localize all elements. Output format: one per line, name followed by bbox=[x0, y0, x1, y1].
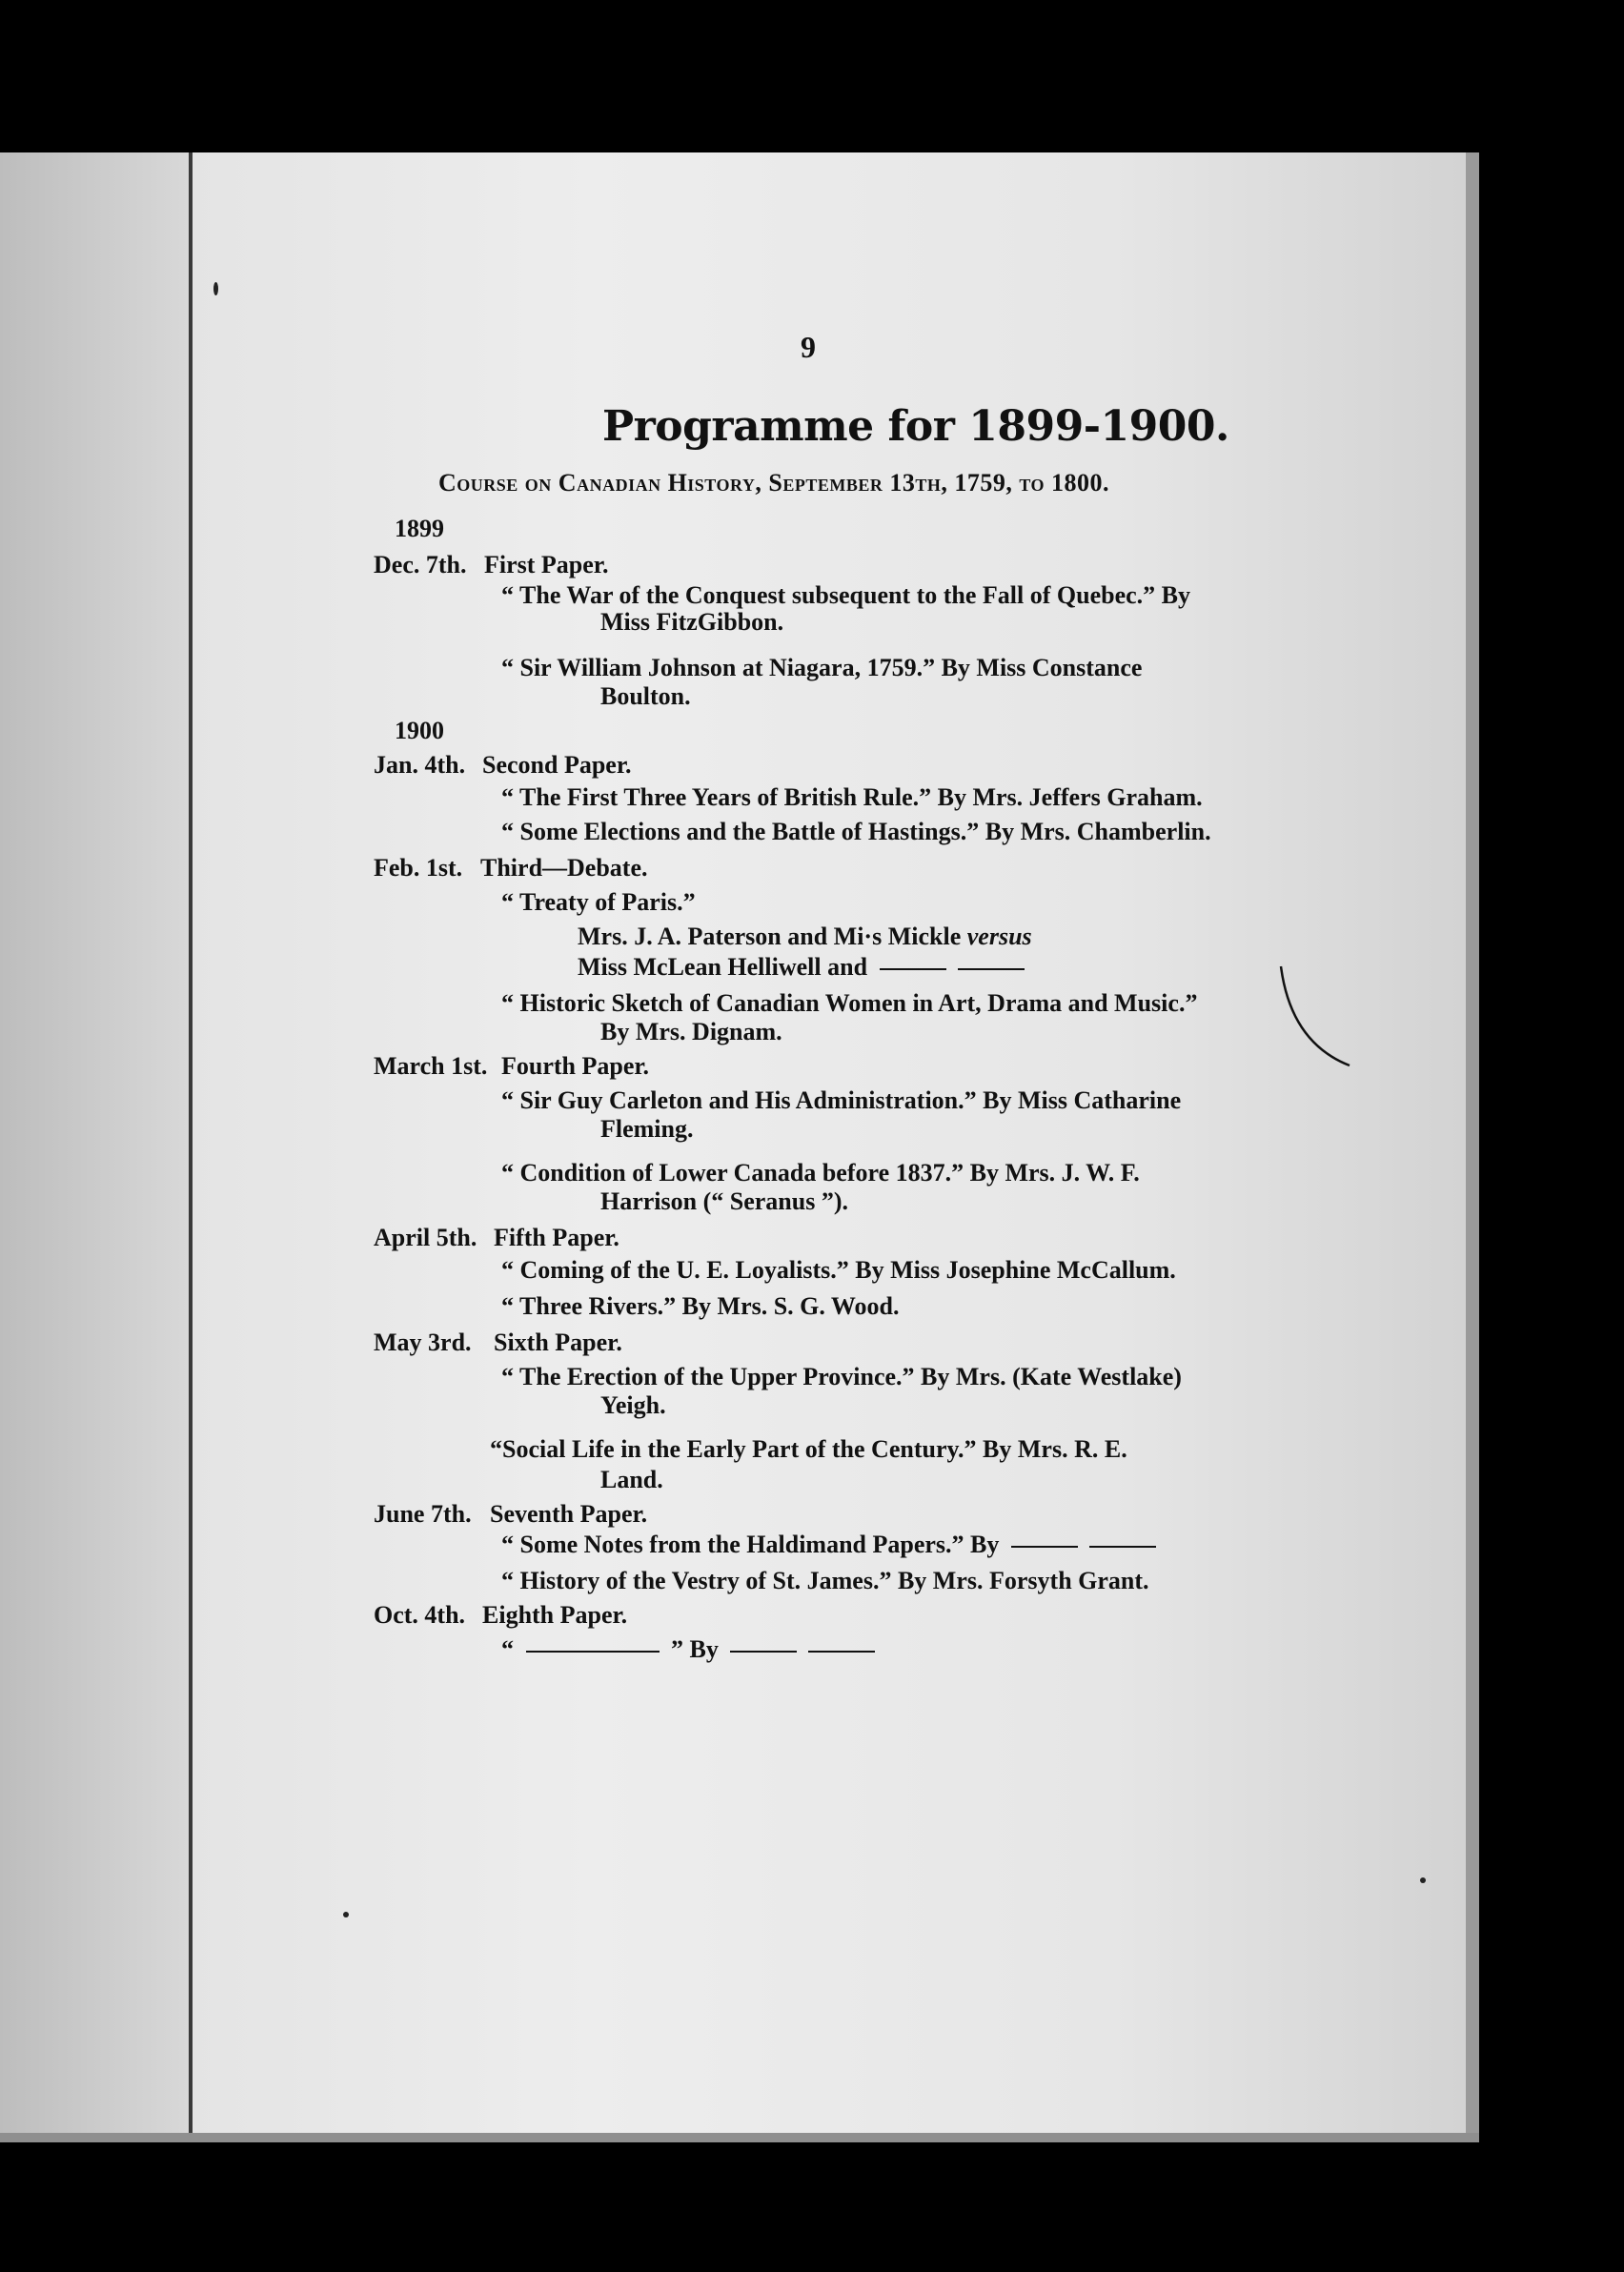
debate-versus: versus bbox=[966, 923, 1032, 950]
entry-paper: First Paper. bbox=[484, 551, 609, 578]
entry-date: June 7th. bbox=[374, 1500, 472, 1528]
entry-line: “ Coming of the U. E. Loyalists.” By Miss Josephine McCallum. bbox=[501, 1256, 1176, 1284]
entry-line: “ Condition of Lower Canada before 1837.” By Mrs. J. W. F. bbox=[501, 1159, 1140, 1187]
page-curl-mark bbox=[1277, 963, 1353, 1077]
entry-paper: Eighth Paper. bbox=[482, 1601, 628, 1629]
entry-line: Harrison (“ Seranus ”). bbox=[600, 1187, 848, 1215]
entry-paper: Fourth Paper. bbox=[501, 1052, 650, 1080]
year-heading: 1899 bbox=[395, 515, 444, 542]
debate-line bbox=[578, 923, 1032, 951]
entry-date: Jan. 4th. bbox=[374, 751, 466, 779]
entry-date: May 3rd. bbox=[374, 1329, 472, 1356]
entry-line bbox=[501, 1531, 1162, 1559]
entry-line: Boulton. bbox=[600, 682, 691, 710]
entry-line: Fleming. bbox=[600, 1115, 694, 1143]
entry-line: By Mrs. Dignam. bbox=[600, 1018, 782, 1045]
entry-date: March 1st. bbox=[374, 1052, 488, 1080]
entry-line: “ Sir Guy Carleton and His Administration.” By Miss Catharine bbox=[501, 1086, 1182, 1114]
blank-rule bbox=[1089, 1546, 1156, 1548]
page-number: 9 bbox=[801, 330, 816, 364]
entry-line-text: “ Some Notes from the Haldimand Papers.” By bbox=[501, 1531, 1000, 1558]
blank-rule bbox=[526, 1651, 660, 1653]
entry-line: “Social Life in the Early Part of the Century.” By Mrs. R. E. bbox=[490, 1435, 1127, 1463]
entry-date: Dec. 7th. bbox=[374, 551, 467, 578]
entry-line: “ The Erection of the Upper Province.” By Mrs. (Kate Westlake) bbox=[501, 1363, 1182, 1390]
entry-paper: Second Paper. bbox=[482, 751, 632, 779]
entry-line: “ Historic Sketch of Canadian Women in Art, Drama and Music.” bbox=[501, 989, 1198, 1017]
page-content bbox=[0, 152, 1479, 2142]
entry-line: “ Treaty of Paris.” bbox=[501, 888, 696, 916]
entry-line: “ Some Elections and the Battle of Hastings.” By Mrs. Chamberlin. bbox=[501, 818, 1211, 845]
debate-line bbox=[578, 953, 1030, 982]
entry-line: Land. bbox=[600, 1466, 663, 1493]
entry-line: “ History of the Vestry of St. James.” By Mrs. Forsyth Grant. bbox=[501, 1567, 1149, 1594]
entry-line: “ Three Rivers.” By Mrs. S. G. Wood. bbox=[501, 1292, 900, 1320]
blank-rule bbox=[808, 1651, 875, 1653]
page-title: Programme for 1899-1900. bbox=[602, 402, 1229, 451]
entry-paper: Third—Debate. bbox=[480, 854, 648, 882]
entry-line: “ Sir William Johnson at Niagara, 1759.” By Miss Constance bbox=[501, 654, 1143, 681]
blank-rule bbox=[1011, 1546, 1078, 1548]
open-quote: “ bbox=[501, 1635, 514, 1663]
entry-line: “ The First Three Years of British Rule.” By Mrs. Jeffers Graham. bbox=[501, 783, 1203, 811]
year-heading: 1900 bbox=[395, 717, 444, 744]
scan-speck bbox=[213, 282, 218, 295]
blank-rule bbox=[958, 968, 1025, 970]
blank-rule bbox=[730, 1651, 797, 1653]
entry-paper: Seventh Paper. bbox=[490, 1500, 648, 1528]
blank-rule bbox=[880, 968, 946, 970]
entry-paper: Fifth Paper. bbox=[494, 1224, 619, 1251]
entry-paper: Sixth Paper. bbox=[494, 1329, 622, 1356]
entry-date: Oct. 4th. bbox=[374, 1601, 466, 1629]
entry-date: April 5th. bbox=[374, 1224, 477, 1251]
scan-speck bbox=[1420, 1877, 1426, 1883]
debate-affirmative: Mrs. J. A. Paterson and Mi·s Mickle bbox=[578, 923, 962, 950]
entry-date: Feb. 1st. bbox=[374, 854, 463, 882]
debate-negative: Miss McLean Helliwell and bbox=[578, 953, 868, 981]
scan-speck bbox=[343, 1912, 349, 1917]
entry-line: Yeigh. bbox=[600, 1391, 666, 1419]
entry-line: “ The War of the Conquest subsequent to the Fall of Quebec.” By bbox=[501, 581, 1191, 609]
close-quote-by: ” By bbox=[671, 1635, 719, 1663]
page-subtitle: Course on Canadian History, September 13th, 1759, to 1800. bbox=[438, 469, 1110, 497]
entry-line: Miss FitzGibbon. bbox=[600, 608, 784, 636]
entry-line bbox=[501, 1635, 881, 1664]
scanned-page bbox=[0, 152, 1479, 2142]
